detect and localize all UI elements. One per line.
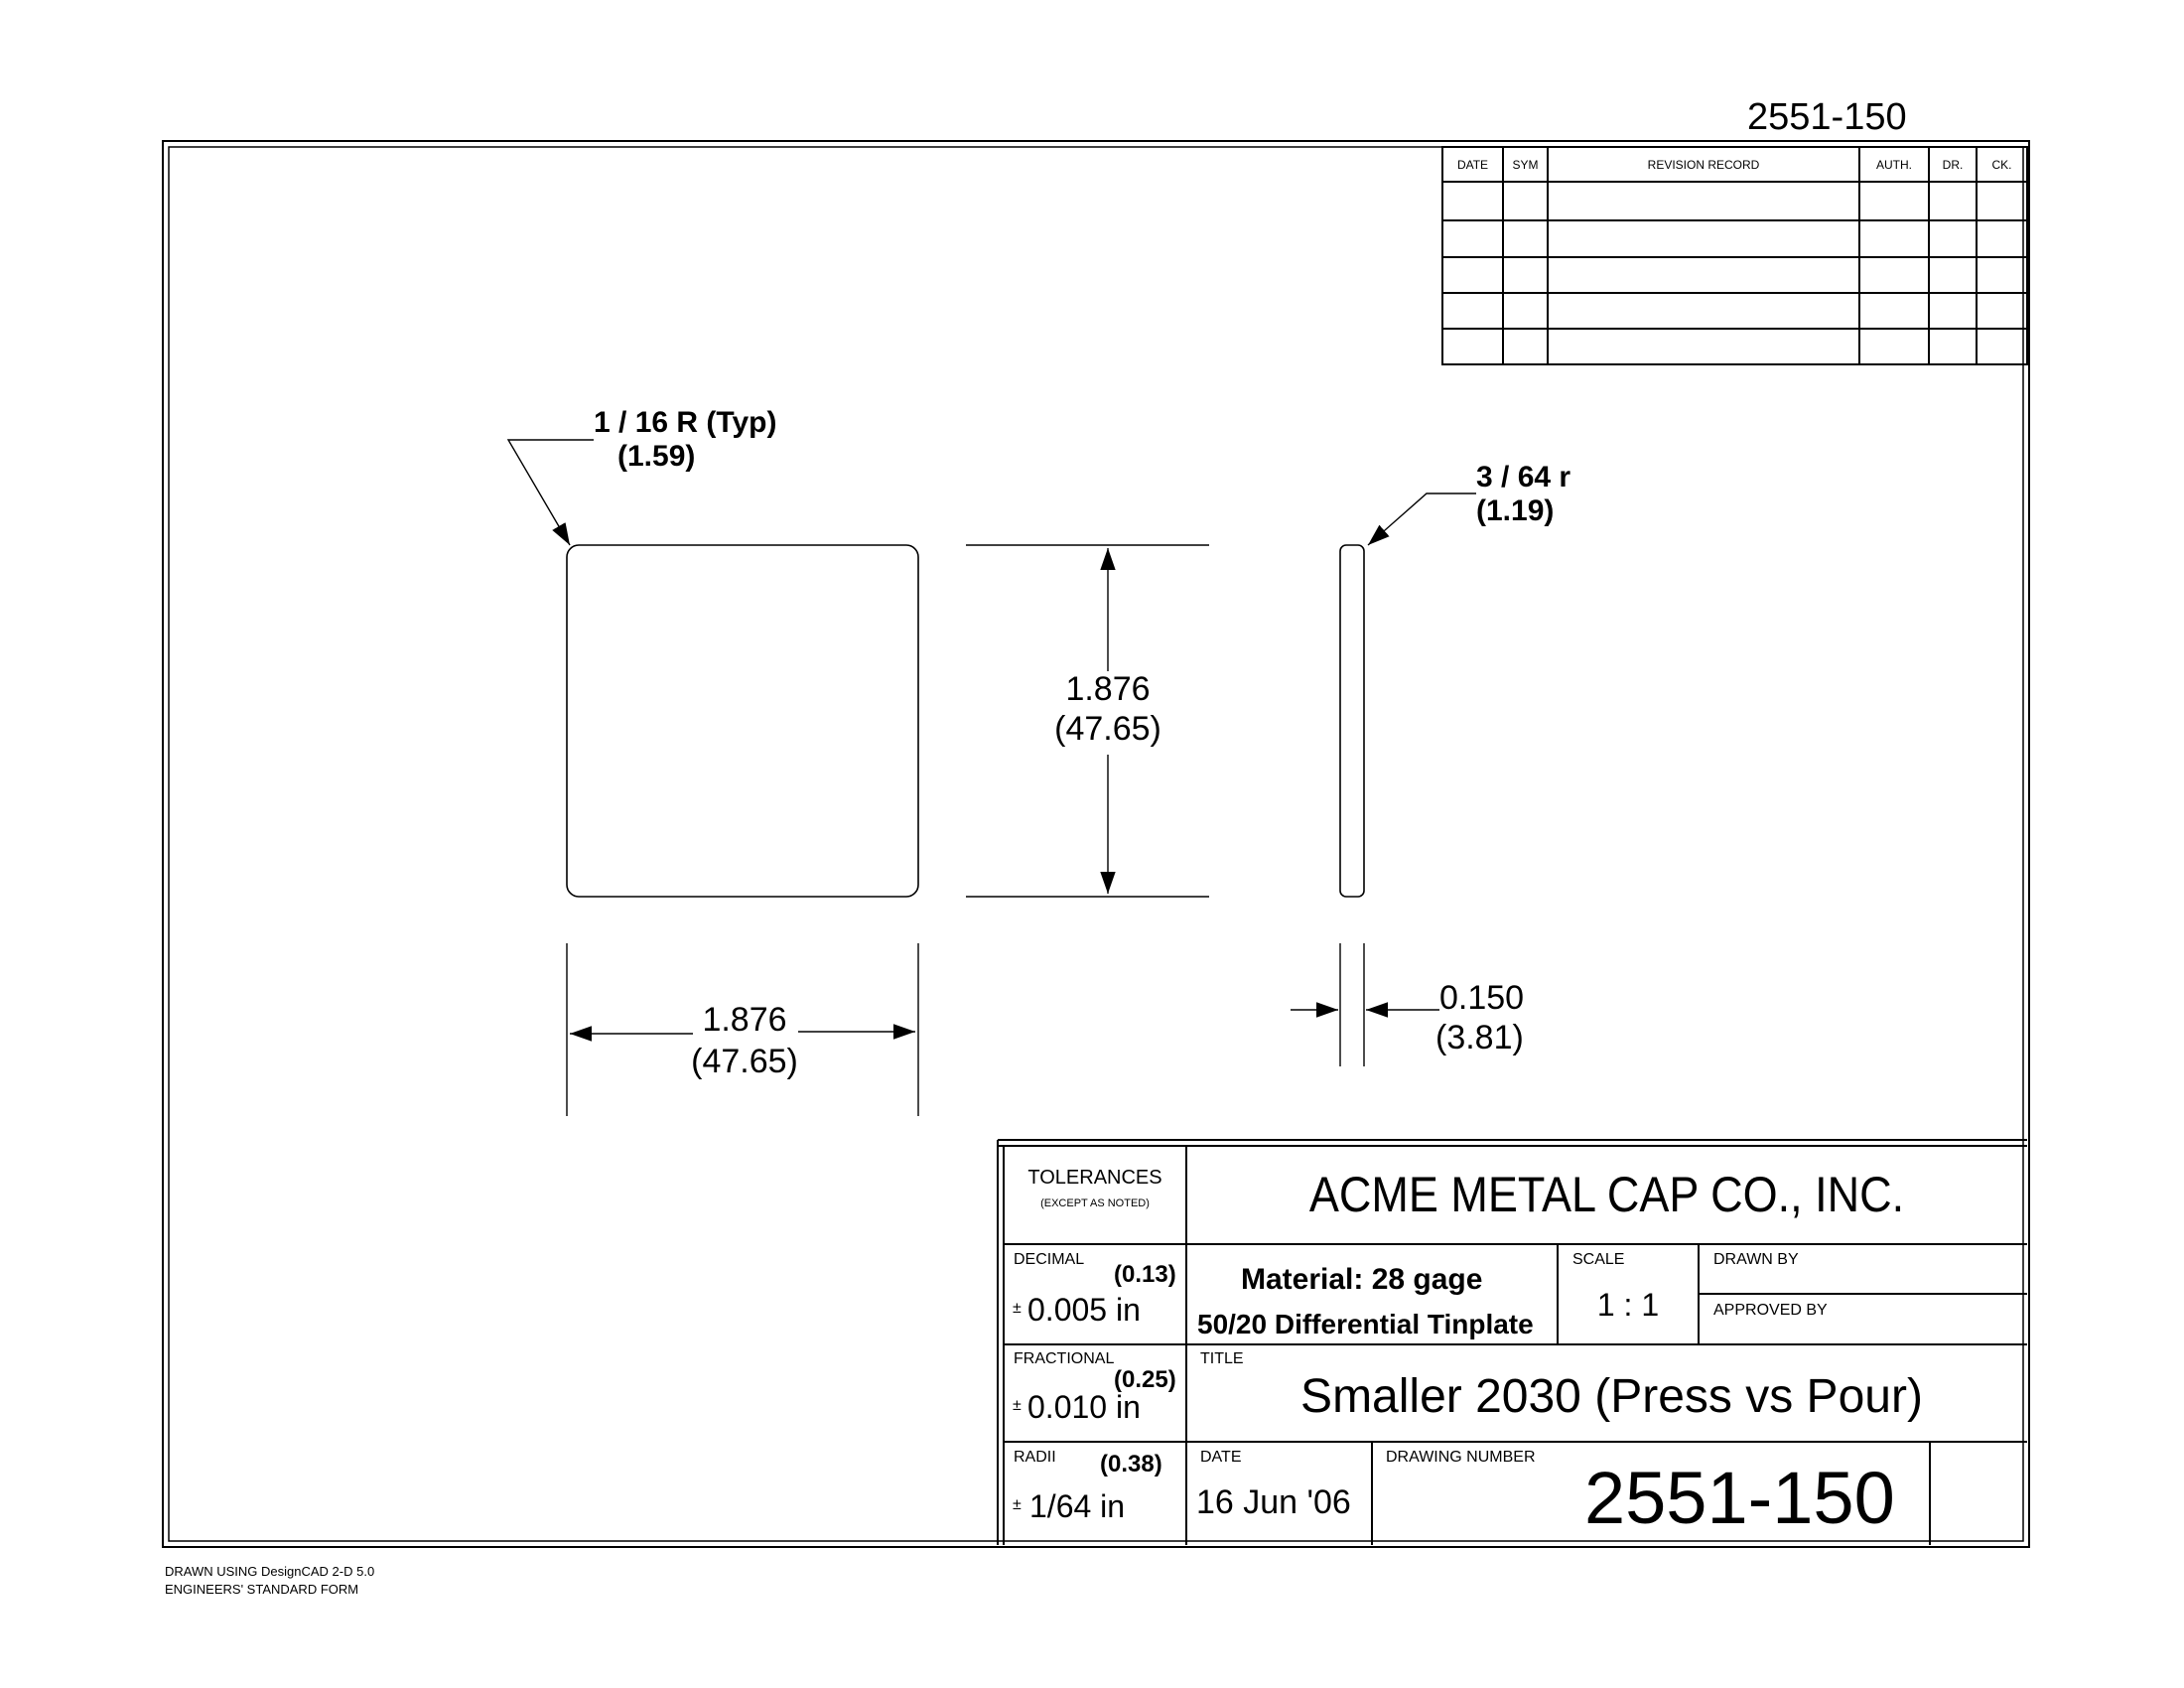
radii-label: RADII: [1014, 1449, 1056, 1466]
fractional-mm: (0.25): [1114, 1366, 1176, 1393]
revision-header-sym: SYM: [1512, 158, 1539, 172]
material-line-1: Material: 28 gage: [1241, 1263, 1483, 1296]
decimal-label: DECIMAL: [1014, 1251, 1085, 1268]
material-line-2: 50/20 Differential Tinplate: [1197, 1309, 1534, 1339]
drawing-number-label: DRAWING NUMBER: [1386, 1449, 1536, 1466]
edge-radius-callout: 3 / 64 r: [1476, 461, 1571, 493]
revision-header-dr: DR.: [1942, 158, 1964, 172]
outer-border: [163, 141, 2029, 1547]
revision-table-grid: [1442, 147, 2027, 364]
fractional-plus-minus: ±: [1013, 1397, 1022, 1414]
drawn-by-label: DRAWN BY: [1713, 1251, 1799, 1268]
inner-border: [169, 147, 2023, 1541]
height-dimension-mm: (47.65): [1054, 710, 1161, 748]
radii-mm: (0.38): [1100, 1451, 1162, 1477]
footer-line-1: DRAWN USING DesignCAD 2-D 5.0: [165, 1564, 375, 1579]
edge-radius-callout-mm: (1.19): [1476, 494, 1555, 527]
thickness-dimension-mm: (3.81): [1435, 1019, 1524, 1056]
company-name: ACME METAL CAP CO., INC.: [1308, 1167, 1905, 1222]
width-dimension-mm: (47.65): [691, 1043, 798, 1080]
footer-line-2: ENGINEERS' STANDARD FORM: [165, 1582, 359, 1597]
revision-header-date: DATE: [1456, 158, 1489, 172]
except-as-noted-label: (EXCEPT AS NOTED): [1040, 1197, 1150, 1209]
revision-header-auth: AUTH.: [1876, 158, 1912, 172]
radii-value: 1/64 in: [1029, 1488, 1126, 1524]
plate-front-view: [567, 545, 918, 897]
date-value: 16 Jun '06: [1196, 1483, 1351, 1521]
scale-label: SCALE: [1572, 1251, 1625, 1268]
revision-header-ck: CK.: [1991, 158, 2012, 172]
approved-by-label: APPROVED BY: [1713, 1302, 1828, 1319]
header-drawing-number: 2551-150: [1747, 96, 1907, 138]
height-dimension-value: 1.876: [1065, 670, 1151, 708]
thickness-dimension-value: 0.150: [1439, 979, 1525, 1017]
drawing-number-value: 2551-150: [1584, 1457, 1895, 1539]
tolerances-label: TOLERANCES: [1027, 1167, 1162, 1189]
corner-radius-callout: 1 / 16 R (Typ): [594, 406, 777, 439]
decimal-mm: (0.13): [1114, 1261, 1176, 1288]
radii-plus-minus: ±: [1013, 1496, 1022, 1513]
decimal-value: 0.005 in: [1027, 1292, 1141, 1328]
revision-header-record: REVISION RECORD: [1647, 158, 1760, 172]
title-label: TITLE: [1200, 1350, 1244, 1367]
fractional-label: FRACTIONAL: [1014, 1350, 1115, 1367]
date-label: DATE: [1200, 1449, 1242, 1466]
width-dimension-value: 1.876: [702, 1001, 787, 1039]
drawing-title: Smaller 2030 (Press vs Pour): [1300, 1370, 1923, 1423]
decimal-plus-minus: ±: [1013, 1300, 1022, 1317]
plate-side-view: [1340, 545, 1364, 897]
corner-radius-callout-mm: (1.59): [617, 440, 696, 473]
scale-value: 1 : 1: [1596, 1287, 1660, 1323]
fractional-value: 0.010 in: [1027, 1389, 1141, 1425]
thickness-dimension-lines: [1291, 943, 1439, 1066]
